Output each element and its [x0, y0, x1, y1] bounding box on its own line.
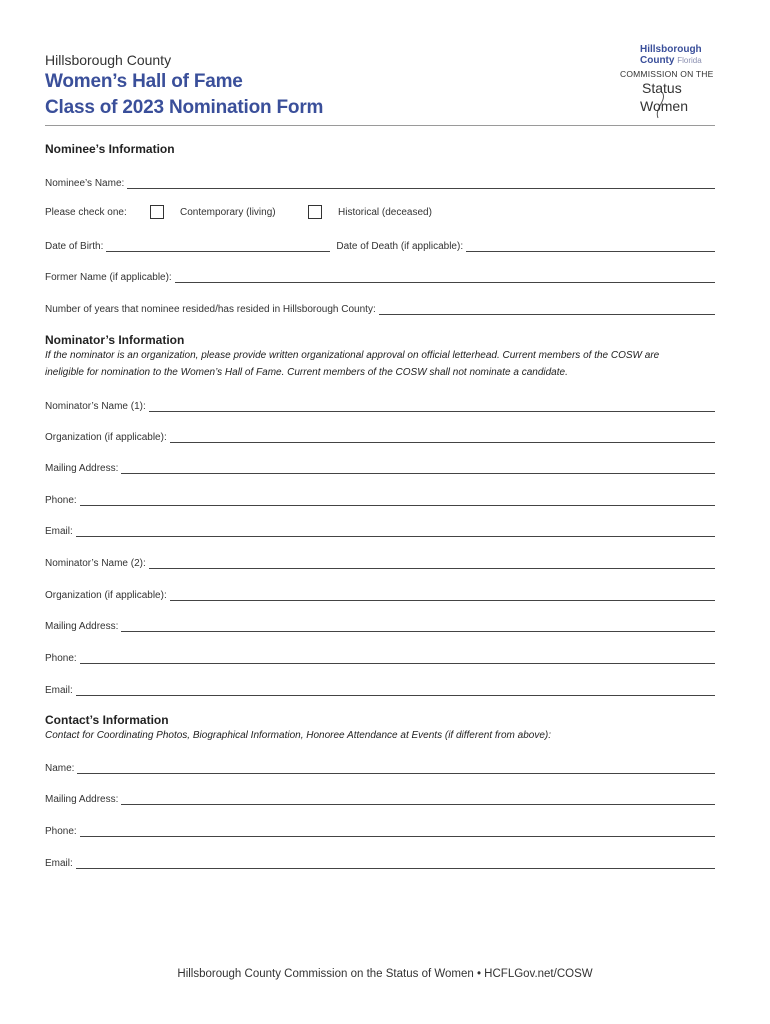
- nominator2-name-field[interactable]: [45, 553, 715, 569]
- former-name-line[interactable]: [175, 270, 715, 283]
- nominator2-mail-field[interactable]: [45, 616, 715, 632]
- contact-name-field[interactable]: [45, 758, 715, 774]
- page-footer: Hillsborough County Commission on the Status of Women • HCFLGov.net/COSW: [177, 968, 593, 980]
- nominator2-org-field[interactable]: [45, 585, 715, 601]
- nominator2-phone-field[interactable]: [45, 648, 715, 664]
- contact-name-label: Name:: [45, 763, 75, 774]
- nominator1-name-line[interactable]: [149, 399, 715, 412]
- nominator1-phone-line[interactable]: [80, 493, 715, 506]
- nominator2-org-label: Organization (if applicable):: [45, 590, 167, 601]
- years-resided-label: Number of years that nominee resided/has resided in Hillsborough County:: [45, 304, 376, 315]
- contact-name-line[interactable]: [77, 761, 715, 774]
- nominator2-email-label: Email:: [45, 685, 73, 696]
- years-resided-line[interactable]: [379, 302, 715, 315]
- living-checkbox[interactable]: [150, 205, 164, 219]
- nominee-heading: Nominee’s Information: [45, 142, 175, 156]
- contact-heading: Contact’s Information: [45, 713, 169, 727]
- nominee-name-label: Nominee’s Name:: [45, 178, 125, 189]
- logo-line-women: Women: [640, 98, 688, 114]
- logo-line-commission: COMMISSION ON THE: [620, 69, 714, 79]
- contact-phone-field[interactable]: [45, 821, 715, 837]
- check-label: Please check one:: [45, 206, 127, 218]
- header-divider: [45, 125, 715, 126]
- nominator1-name-field[interactable]: [45, 396, 715, 412]
- deceased-option-label: Historical (deceased): [338, 206, 432, 218]
- nominee-name-line[interactable]: [127, 176, 715, 189]
- years-resided-field[interactable]: [45, 299, 715, 315]
- dates-field-row: [45, 236, 715, 252]
- contact-note: Contact for Coordinating Photos, Biographical Information, Honoree Attendance at Events (if different from above):: [45, 730, 552, 741]
- nominator2-name-label: Nominator’s Name (2):: [45, 558, 146, 569]
- nominator2-org-line[interactable]: [170, 588, 715, 601]
- nominator1-name-label: Nominator’s Name (1):: [45, 401, 146, 412]
- nominator1-phone-label: Phone:: [45, 495, 77, 506]
- nominator1-mail-field[interactable]: [45, 458, 715, 474]
- nominator1-phone-field[interactable]: [45, 490, 715, 506]
- nominator1-mail-label: Mailing Address:: [45, 463, 119, 474]
- nominator1-email-label: Email:: [45, 526, 73, 537]
- cosw-logo: [618, 44, 718, 124]
- nominator2-phone-label: Phone:: [45, 653, 77, 664]
- form-subtitle: Class of 2023 Nomination Form: [45, 97, 324, 118]
- deceased-checkbox[interactable]: [308, 205, 322, 219]
- nominee-type-row: [45, 205, 432, 219]
- logo-line-status: Status: [642, 80, 682, 96]
- contact-mail-field[interactable]: [45, 789, 715, 805]
- nominator-heading: Nominator’s Information: [45, 333, 185, 347]
- dod-line[interactable]: [466, 239, 715, 252]
- nominator-note-line2: ineligible for nomination to the Women’s Hall of Fame. Current members of the COSW shall not nominate a candidate.: [45, 367, 568, 378]
- living-option-label: Contemporary (living): [180, 206, 276, 218]
- dob-line[interactable]: [106, 239, 330, 252]
- nominator2-name-line[interactable]: [149, 556, 715, 569]
- nominator2-mail-label: Mailing Address:: [45, 621, 119, 632]
- dob-label: Date of Birth:: [45, 241, 104, 252]
- contact-phone-line[interactable]: [80, 824, 715, 837]
- nominator-note-line1: If the nominator is an organization, please provide written organizational approval on official letterhead. Current members of the COSW are: [45, 350, 660, 361]
- contact-email-label: Email:: [45, 858, 73, 869]
- logo-line-county: County Florida: [640, 55, 702, 66]
- logo-line-hillsborough: Hillsborough: [640, 44, 702, 55]
- former-name-field[interactable]: [45, 267, 715, 283]
- nominator-note: [45, 347, 725, 381]
- nominator2-email-line[interactable]: [76, 683, 715, 696]
- county-name: Hillsborough County: [45, 52, 172, 68]
- nominee-name-field[interactable]: [45, 173, 715, 189]
- contact-mail-line[interactable]: [121, 792, 715, 805]
- nominator1-email-line[interactable]: [76, 524, 715, 537]
- nominator1-org-label: Organization (if applicable):: [45, 432, 167, 443]
- contact-phone-label: Phone:: [45, 826, 77, 837]
- nominator1-mail-line[interactable]: [121, 461, 715, 474]
- nominator1-org-line[interactable]: [170, 430, 715, 443]
- nominator1-org-field[interactable]: [45, 427, 715, 443]
- contact-mail-label: Mailing Address:: [45, 794, 119, 805]
- form-title: Women’s Hall of Fame: [45, 71, 243, 92]
- nominator2-phone-line[interactable]: [80, 651, 715, 664]
- nominator2-email-field[interactable]: [45, 680, 715, 696]
- former-name-label: Former Name (if applicable):: [45, 272, 172, 283]
- contact-email-field[interactable]: [45, 853, 715, 869]
- nominator2-mail-line[interactable]: [121, 619, 715, 632]
- nominator1-email-field[interactable]: [45, 521, 715, 537]
- dod-label: Date of Death (if applicable):: [336, 241, 464, 252]
- contact-email-line[interactable]: [76, 856, 715, 869]
